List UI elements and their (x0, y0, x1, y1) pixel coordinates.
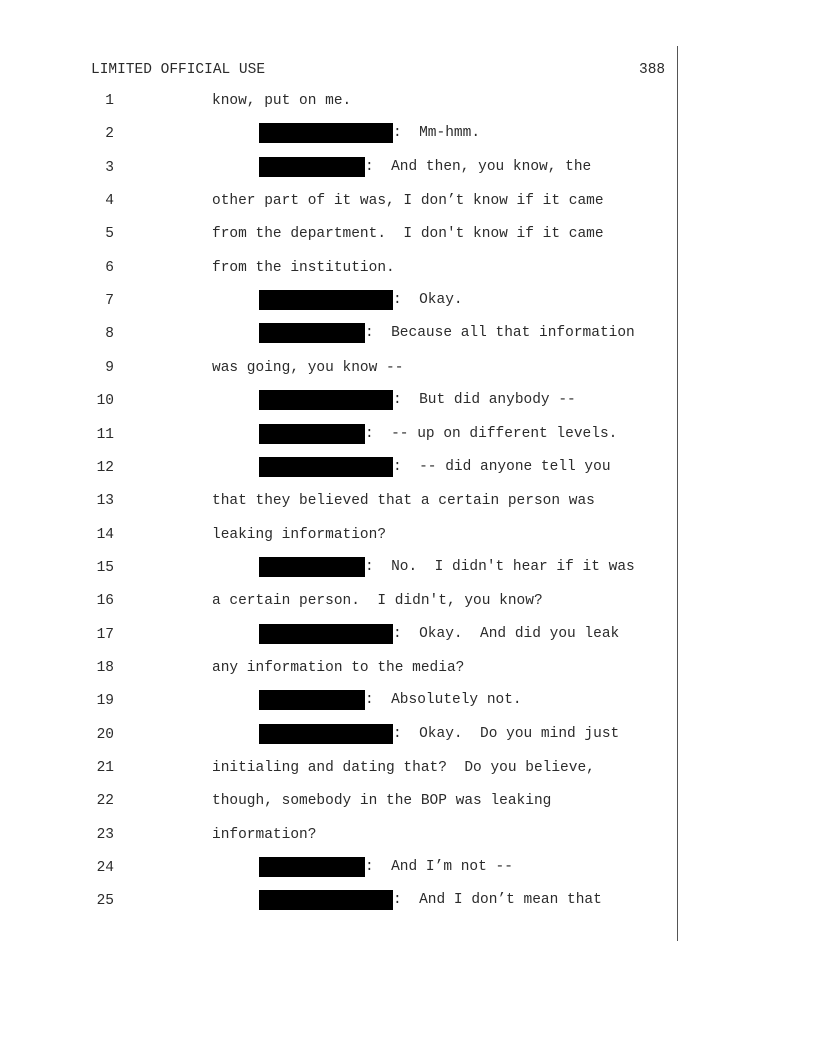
line-number: 15 (96, 559, 114, 576)
transcript-text: leaking information? (212, 526, 387, 543)
line-number: 21 (96, 760, 114, 776)
line-number: 18 (96, 659, 114, 676)
transcript-text: any information to the media? (212, 659, 465, 676)
speech-text: : Okay. (393, 292, 463, 309)
redacted-speaker-name (259, 457, 393, 477)
speech-text: : Okay. Do you mind just (393, 725, 620, 742)
transcript-text: from the institution. (212, 259, 395, 276)
line-number: 6 (105, 259, 114, 276)
speaker-turn (259, 390, 576, 410)
transcript-text: was going, you know -- (212, 359, 404, 376)
redacted-speaker-name (259, 890, 393, 910)
redacted-speaker-name (259, 690, 365, 710)
line-number: 9 (105, 359, 114, 376)
redacted-speaker-name (259, 123, 393, 143)
line-number: 7 (105, 293, 114, 310)
right-margin-rule (677, 46, 678, 941)
speaker-turn (259, 557, 635, 577)
line-number: 2 (105, 126, 114, 143)
speaker-turn (259, 457, 611, 477)
speech-text: : -- did anyone tell you (393, 458, 611, 475)
line-number: 10 (96, 393, 114, 410)
line-number: 8 (105, 326, 114, 343)
line-number: 22 (96, 793, 114, 810)
redacted-speaker-name (259, 290, 393, 310)
speaker-turn (259, 424, 617, 444)
speaker-turn (259, 624, 619, 644)
redacted-speaker-name (259, 724, 393, 744)
speech-text: : And I’m not -- (365, 859, 513, 876)
speaker-turn (259, 724, 619, 744)
line-number: 24 (96, 860, 114, 877)
line-number: 19 (96, 693, 114, 710)
line-number: 5 (105, 226, 114, 243)
speech-text: : Because all that information (365, 325, 635, 342)
redacted-speaker-name (259, 624, 393, 644)
page-number: 388 (639, 62, 666, 78)
speech-text: : No. I didn't hear if it was (365, 558, 635, 575)
speaker-turn (259, 290, 463, 310)
transcript-text: other part of it was, I don’t know if it came (212, 193, 604, 210)
line-number: 4 (105, 193, 114, 210)
transcript-text: initialing and dating that? Do you believe, (212, 760, 595, 776)
line-number: 23 (96, 826, 114, 843)
transcript-text: a certain person. I didn't, you know? (212, 593, 543, 610)
line-number: 3 (105, 159, 114, 176)
transcript-text: from the department. I don't know if it came (212, 226, 604, 243)
redacted-speaker-name (259, 424, 365, 444)
transcript-text: information? (212, 826, 317, 843)
line-number: 13 (96, 493, 114, 510)
line-number: 12 (96, 459, 114, 476)
line-number: 11 (96, 426, 114, 443)
redacted-speaker-name (259, 857, 365, 877)
speaker-turn (259, 690, 522, 710)
transcript-text: that they believed that a certain person was (212, 493, 595, 510)
speech-text: : Okay. And did you leak (393, 625, 620, 642)
speaker-turn (259, 890, 602, 910)
line-number: 20 (96, 726, 114, 743)
speaker-turn (259, 157, 591, 177)
redacted-speaker-name (259, 390, 393, 410)
redacted-speaker-name (259, 557, 365, 577)
transcript-text: know, put on me. (212, 93, 352, 109)
line-number: 17 (96, 626, 114, 643)
redacted-speaker-name (259, 323, 365, 343)
line-number: 16 (96, 593, 114, 610)
redacted-speaker-name (259, 157, 365, 177)
speech-text: : Absolutely not. (365, 692, 522, 709)
line-number: 14 (96, 526, 114, 543)
speaker-turn (259, 857, 513, 877)
speech-text: : -- up on different levels. (365, 425, 618, 442)
speaker-turn (259, 123, 480, 143)
speech-text: : But did anybody -- (393, 392, 576, 409)
line-number: 1 (105, 93, 114, 109)
speech-text: : And I don’t mean that (393, 892, 602, 909)
classification-header: LIMITED OFFICIAL USE (91, 62, 266, 78)
line-number: 25 (96, 893, 114, 910)
transcript-text: though, somebody in the BOP was leaking (212, 793, 552, 810)
speech-text: : Mm-hmm. (393, 125, 481, 142)
speech-text: : And then, you know, the (365, 158, 592, 175)
speaker-turn (259, 323, 635, 343)
